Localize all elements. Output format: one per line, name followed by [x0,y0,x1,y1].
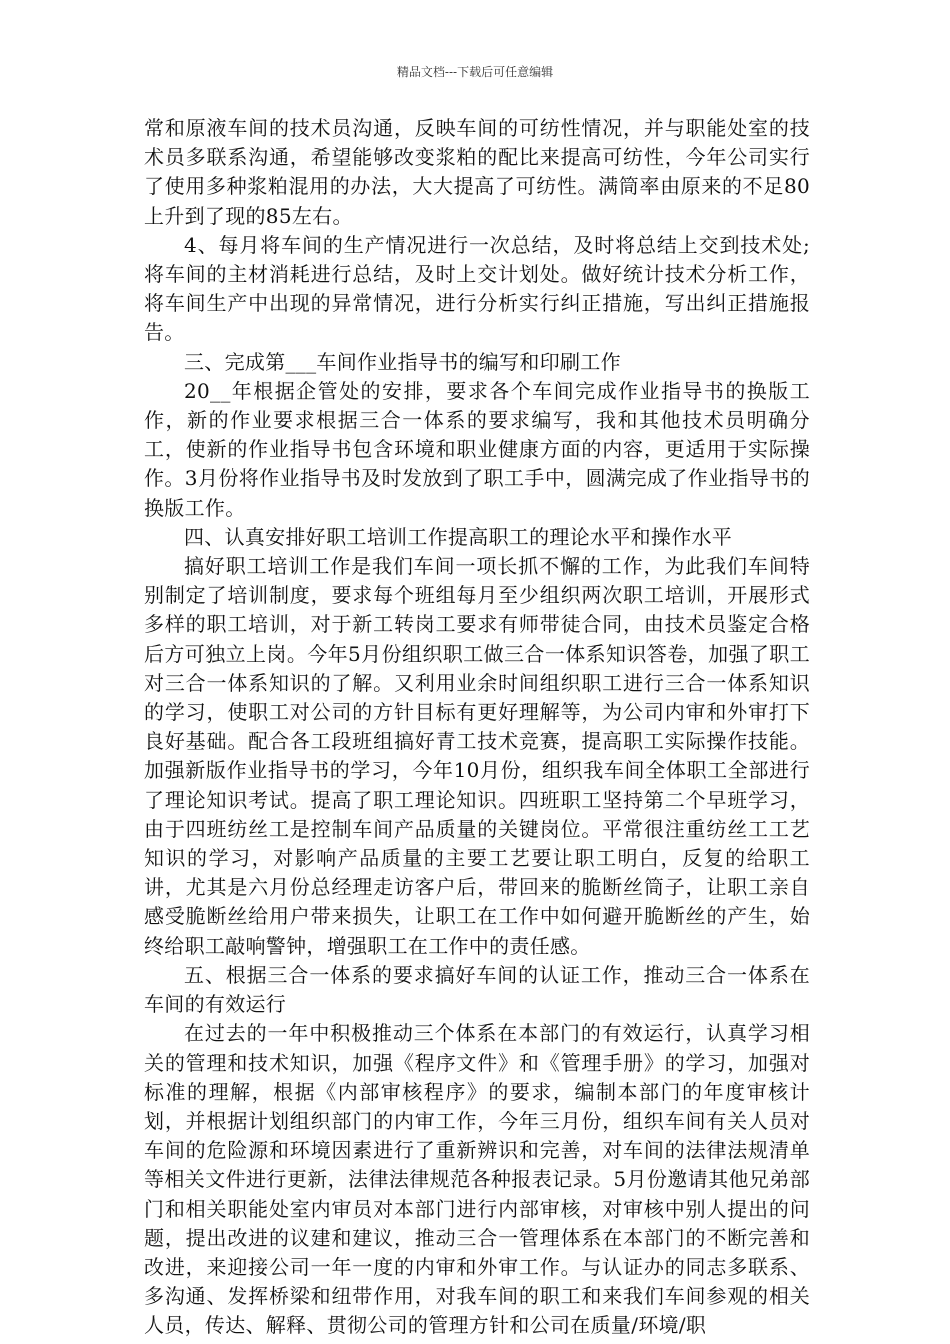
paragraph: 4、每月将车间的生产情况进行一次总结，及时将总结上交到技术处;将车间的主材消耗进行总结，及时上交计划处。做好统计技术分析工作，将车间生产中出现的异常情况，进行分析实行纠正措施，写出纠正措施报告。 [144,232,810,345]
paragraph: 搞好职工培训工作是我们车间一项长抓不懈的工作，为此我们车间特别制定了培训制度，要求每个班组每月至少组织两次职工培训，开展形式多样的职工培训，对于新工转岗工要求有师带徒合同，由技术员鉴定合格后方可独立上岗。今年5月份组织职工做三合一体系知识答卷，加强了职工对三合一体系知识的了解。又利用业余时间组织职工进行三合一体系知识的学习，使职工对公司的方针目标有更好理解等，为公司内审和外审打下良好基础。配合各工段班组搞好青工技术竞赛，提高职工实际操作技能。加强新版作业指导书的学习，今年10月份，组织我车间全体职工全部进行了理论知识考试。提高了职工理论知识。四班职工坚持第二个早班学习，由于四班纺丝工是控制车间产品质量的关键岗位。平常很注重纺丝工工艺知识的学习，对影响产品质量的主要工艺要让职工明白，反复的给职工讲，尤其是六月份总经理走访客户后，带回来的脆断丝筒子，让职工亲自感受脆断丝给用户带来损失，让职工在工作中如何避开脆断丝的产生，始终给职工敲响警钟，增强职工在工作中的责任感。 [144,554,810,958]
document-body [144,114,810,1341]
section-heading: 四、认真安排好职工培训工作提高职工的理论水平和操作水平 [184,524,733,549]
paragraph: 常和原液车间的技术员沟通，反映车间的可纺性情况，并与职能处室的技术员多联系沟通，希望能够改变浆粕的配比来提高可纺性，今年公司实行了使用多种浆粕混用的办法，大大提高了可纺性。满筒率由原来的不足80上升到了现的85左右。 [144,116,810,228]
section-heading: 五、根据三合一体系的要求搞好车间的认证工作，推动三合一体系在车间的有效运行 [144,962,810,1017]
page-header: 精品文档---下载后可任意编辑 [396,65,554,79]
paragraph: 在过去的一年中积极推动三个体系在本部门的有效运行，认真学习相关的管理和技术知识，加强《程序文件》和《管理手册》的学习，加强对标准的理解，根据《内部审核程序》的要求，编制本部门的年度审核计划，并根据计划组织部门的内审工作，今年三月份，组织车间有关人员对车间的危险源和环境因素进行了重新辨识和完善，对车间的法律法规清单等相关文件进行更新，法律法律规范各种报表记录。5月份邀请其他兄弟部门和相关职能处室内审员对本部门进行内部审核，对审核中别人提出的问题，提出改进的议建和建议，推动三合一管理体系在本部门的不断完善和改进，来迎接公司一年一度的内审和外审工作。与认证办的同志多联系、多沟通、发挥桥梁和纽带作用，对我车间的职工和来我们车间参观的相关人员，传达、解释、贯彻公司的管理方针和公司在质量/环境/职 [144,1021,810,1338]
paragraph: 20__年根据企管处的安排，要求各个车间完成作业指导书的换版工作，新的作业要求根据三合一体系的要求编写，我和其他技术员明确分工，使新的作业指导书包含环境和职业健康方面的内容，更适用于实际操作。3月份将作业指导书及时发放到了职工手中，圆满完成了作业指导书的换版工作。 [144,378,810,520]
section-heading: 三、完成第___车间作业指导书的编写和印刷工作 [184,349,621,374]
